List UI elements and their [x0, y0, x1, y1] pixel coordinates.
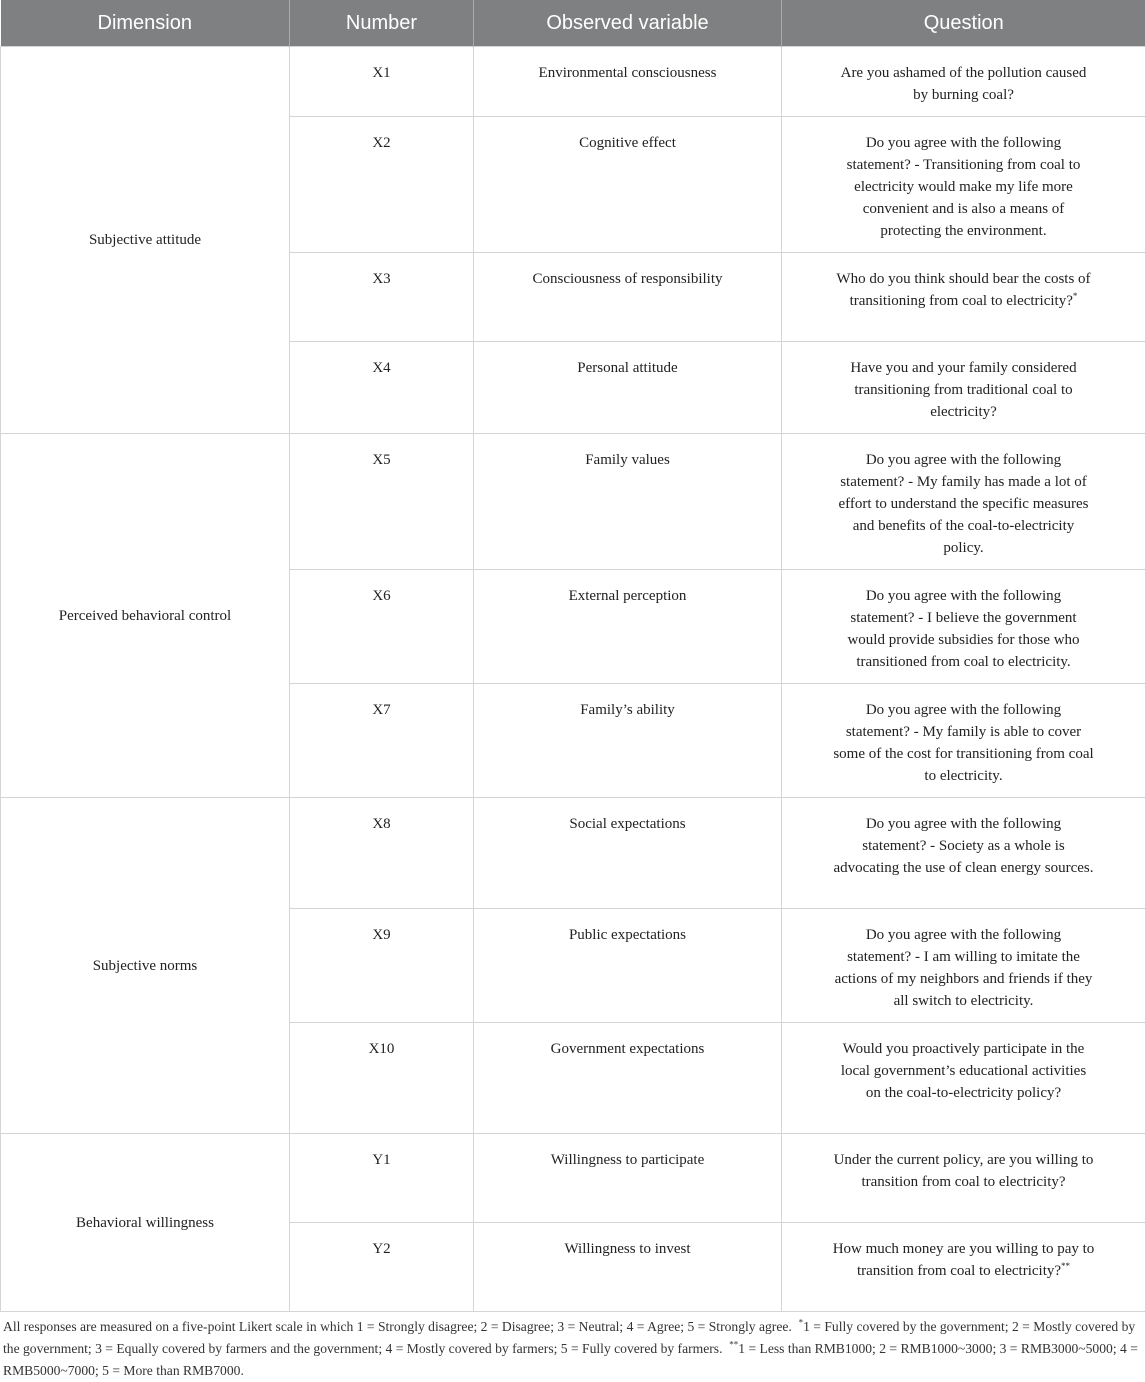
dimension-cell: Subjective norms	[1, 798, 290, 1134]
table-row	[1, 47, 1145, 117]
variable-cell: Willingness to invest	[474, 1223, 782, 1312]
footnote-marker: *	[1073, 291, 1078, 301]
header-observed-variable: Observed variable	[474, 0, 782, 47]
question-text: Do you agree with the following statement? - I believe the government would provide subsidies for those who transitioned from coal to electricity.	[833, 585, 1095, 673]
footnote-text: 1 = Fully covered by the government; 2 = Mostly covered by the government; 3 = Equally covered by farmers and the government; 4 = Mostly covered by farmers; 5 = Fully covered by farmers.	[3, 1319, 1135, 1356]
question-cell	[782, 570, 1145, 684]
question-cell	[782, 342, 1145, 434]
variable-cell: Personal attitude	[474, 342, 782, 434]
question-cell	[782, 684, 1145, 798]
number-cell: Y2	[290, 1223, 474, 1312]
question-cell	[782, 117, 1145, 253]
dimension-cell: Subjective attitude	[1, 47, 290, 434]
footnote-marker: *	[799, 1317, 804, 1327]
question-cell	[782, 253, 1145, 342]
variable-cell: Family’s ability	[474, 684, 782, 798]
variable-cell: External perception	[474, 570, 782, 684]
footnote-text: All responses are measured on a five-point Likert scale in which 1 = Strongly disagree; 2 = Disagree; 3 = Neutral; 4 = Agree; 5 = Strongly agree.	[3, 1319, 792, 1334]
number-cell: X10	[290, 1023, 474, 1134]
question-text: Do you agree with the following statement? - My family has made a lot of effort to understand the specific measures and benefits of the coal-to-electricity policy.	[833, 449, 1095, 559]
table-row	[1, 798, 1145, 909]
header-number: Number	[290, 0, 474, 47]
number-cell: X2	[290, 117, 474, 253]
question-cell	[782, 1134, 1145, 1223]
question-cell	[782, 1023, 1145, 1134]
question-cell	[782, 909, 1145, 1023]
number-cell: X4	[290, 342, 474, 434]
question-cell	[782, 434, 1145, 570]
variable-cell: Environmental consciousness	[474, 47, 782, 117]
header-dimension: Dimension	[1, 0, 290, 47]
question-text: Do you agree with the following statement? - Transitioning from coal to electricity would make my life more convenient and is also a means of protecting the environment.	[833, 132, 1095, 242]
number-cell: X8	[290, 798, 474, 909]
variable-cell: Public expectations	[474, 909, 782, 1023]
question-cell	[782, 47, 1145, 117]
dimension-cell: Perceived behavioral control	[1, 434, 290, 798]
variable-cell: Cognitive effect	[474, 117, 782, 253]
question-text-wrap	[833, 1238, 1095, 1282]
variable-cell: Family values	[474, 434, 782, 570]
footnote-marker: **	[729, 1339, 738, 1349]
footnote-text: 1 = Less than RMB1000; 2 = RMB1000~3000; 3 = RMB3000~5000; 4 = RMB5000~7000; 5 = More than RMB7000.	[3, 1341, 1138, 1378]
table-row	[1, 1134, 1145, 1223]
table-footnote	[0, 1312, 1145, 1382]
question-text: Would you proactively participate in the local government’s educational activities on the coal-to-electricity policy?	[833, 1038, 1095, 1104]
question-text: Do you agree with the following statement? - Society as a whole is advocating the use of clean energy sources.	[833, 813, 1095, 879]
table-row	[1, 434, 1145, 570]
number-cell: X6	[290, 570, 474, 684]
dimension-cell: Behavioral willingness	[1, 1134, 290, 1312]
number-cell: X9	[290, 909, 474, 1023]
number-cell: Y1	[290, 1134, 474, 1223]
question-text: Have you and your family considered transitioning from traditional coal to electricity?	[833, 357, 1095, 423]
question-text: How much money are you willing to pay to transition from coal to electricity?	[833, 1241, 1095, 1279]
variable-cell: Government expectations	[474, 1023, 782, 1134]
number-cell: X7	[290, 684, 474, 798]
footnote-marker: **	[1061, 1261, 1070, 1271]
question-text-wrap	[833, 268, 1095, 312]
question-text: Who do you think should bear the costs of transitioning from coal to electricity?	[836, 271, 1090, 309]
number-cell: X5	[290, 434, 474, 570]
question-text: Under the current policy, are you willing to transition from coal to electricity?	[833, 1149, 1095, 1193]
header-question: Question	[782, 0, 1145, 47]
question-text: Are you ashamed of the pollution caused by burning coal?	[833, 62, 1095, 106]
header-row	[1, 0, 1145, 47]
variable-cell: Consciousness of responsibility	[474, 253, 782, 342]
number-cell: X1	[290, 47, 474, 117]
question-text: Do you agree with the following statement? - My family is able to cover some of the cost for transitioning from coal to electricity.	[833, 699, 1095, 787]
question-cell	[782, 1223, 1145, 1312]
question-cell	[782, 798, 1145, 909]
variable-cell: Social expectations	[474, 798, 782, 909]
question-text: Do you agree with the following statement? - I am willing to imitate the actions of my neighbors and friends if they all switch to electricity.	[833, 924, 1095, 1012]
variable-cell: Willingness to participate	[474, 1134, 782, 1223]
number-cell: X3	[290, 253, 474, 342]
